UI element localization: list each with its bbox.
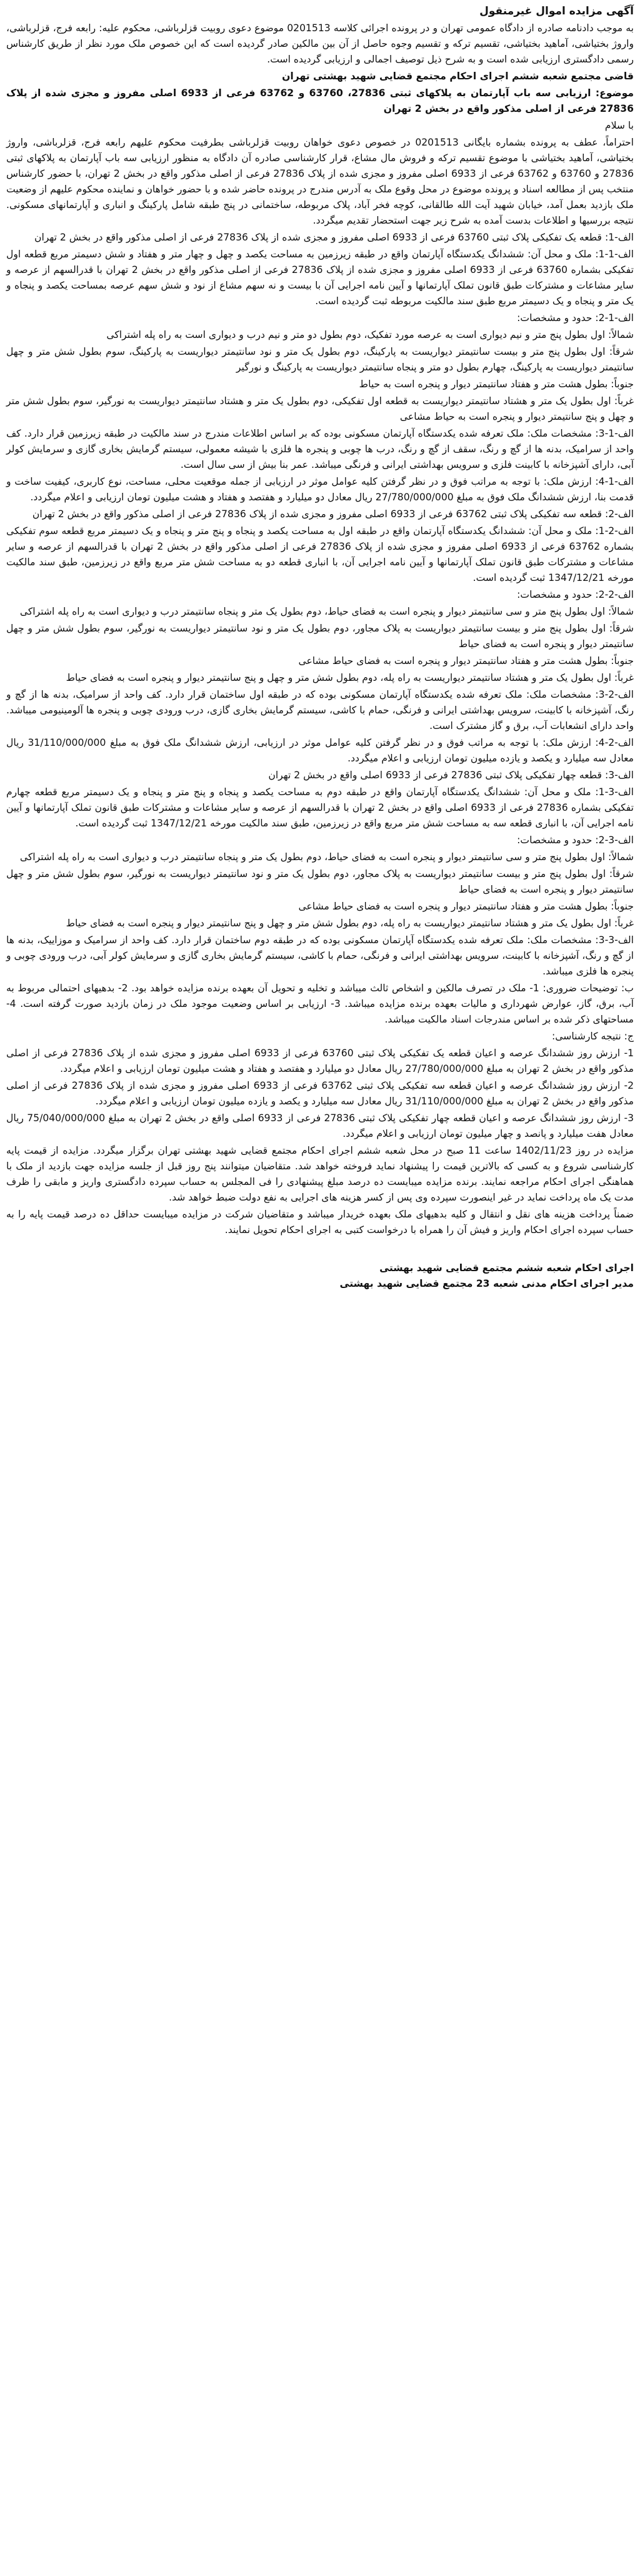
notice-body [6,135,634,1238]
body-paragraph: غرباً: اول بطول یک متر و هشتاد سانتیمتر دیواریست به راه پله، دوم بطول شش متر و چهل و پنج سانتیمتر دیوار و پنجره است به فضای حیاط [66,672,634,683]
body-paragraph: الف-2-2: حدود و مشخصات: [517,589,634,600]
body-paragraph: 1- ارزش روز ششدانگ عرصه و اعیان قطعه یک تفکیکی پلاک ثبتی 63760 فرعی از 6933 اصلی مفروز و مجزی شده از پلاک 27836 فرعی از اصلی مذکور واقع در بخش 2 تهران به مبلغ 27/780/000/000 ریال معادل دو میلیارد و هفتصد و هفتاد و هشت میلیون تومان ارزیابی و اعلام میگردد. [6,1048,634,1074]
body-paragraph: مزایده در روز 1402/11/23 ساعت 11 صبح در محل شعبه ششم اجرای احکام مجتمع قضایی شهید بهشتی تهران برگزار میگردد. مزایده از قیمت پایه کارشناسی شروع و به کسی که بالاترین قیمت را پیشنهاد نماید فروخته خواهد شد. متقاضیان میتوانند پنج روز قبل از جلسه مزایده جهت بازدید از ملک با هماهنگی اجرای احکام مراجعه نمایند. برنده مزایده میبایست ده درصد مبلغ پیشنهادی را فی المجلس به حساب سپرده دادگستری واریز و مابقی را ظرف مدت یک ماه پرداخت نماید در غیر اینصورت سپرده وی پس از کسر هزینه های اجرایی به نفع دولت ضبط خواهد شد. [6,1145,634,1203]
body-paragraph: ج: نتیجه کارشناسی: [552,1031,634,1042]
body-paragraph: شرقاً: اول بطول پنج متر و بیست سانتیمتر دیواریست به پلاک مجاور، دوم بطول یک متر و نود سانتیمتر دیواریست به نورگیر، سوم بطول شش متر و چهل سانتیمتر دیوار و پنجره است به فضای حیاط [6,868,634,895]
body-paragraph: جنوباً: بطول هشت متر و هفتاد سانتیمتر دیوار و پنجره است به حیاط [359,379,634,390]
body-paragraph: الف-2: قطعه سه تفکیکی پلاک ثبتی 63762 فرعی از 6933 اصلی مفروز و مجزی شده از پلاک 27836 فرعی از اصلی مذکور واقع در بخش 2 تهران [32,508,634,520]
body-paragraph: الف-3-1: ملک و محل آن: ششدانگ یکدستگاه آپارتمان واقع در طبقه دوم به مساحت یکصد و پنجاه و پنج متر و پنجاه و یک دسیمتر مربع قطعه چهارم تفکیکی بشماره 27836 فرعی از 6933 اصلی واقع در بخش 2 تهران با قدرالسهم از عرصه و سایر مشاعات و مشترکات طبق قانون تملک آپارتمانها و آیین نامه اجرایی آن، با انباری قطعه سه به مساحت شش متر مربع واقع در زیرزمین، طبق سند مالکیت مورخه 1347/12/21 ثبت گردیده است. [6,786,634,829]
subject-line: موضوع: ارزیابی سه باب آپارتمان به پلاکهای ثبتی 27836، 63760 و 63762 فرعی از 6933 اصلی مفروز و مجزی شده از پلاک 27836 فرعی از اصلی مذکور واقع در بخش 2 تهران [6,87,634,114]
court-office: قاضی مجتمع شعبه ششم اجرای احکام مجتمع قضایی شهید بهشتی تهران [282,71,634,82]
greeting: با سلام [604,120,634,131]
body-paragraph: الف-3-2: حدود و مشخصات: [517,835,634,846]
body-paragraph: شمالاً: اول بطول پنج متر و سی سانتیمتر دیوار و پنجره است به فضای حیاط، دوم بطول یک متر و پنجاه سانتیمتر درب و دیواری است به راه پله اشتراکی [19,851,634,863]
body-paragraph: الف-1-2: حدود و مشخصات: [517,312,634,324]
body-paragraph: الف-3-3: مشخصات ملک: ملک تعرفه شده یکدستگاه آپارتمان مسکونی بوده که در طبقه دوم ساختمان قرار دارد. کف واحد از سرامیک و موزاییک، بدنه ها از گچ و رنگ، آشپزخانه با کابینت، سرویس بهداشتی ایرانی و فرنگی، حمام با کاشی، سیستم گرمایش بخاری گازی و سرمایش کولر آبی، درب ورودی چوبی و پنجره ها فلزی میباشد. [6,934,634,977]
body-paragraph: الف-2-1: ملک و محل آن: ششدانگ یکدستگاه آپارتمان واقع در طبقه اول به مساحت یکصد و پنجاه و پنج متر و پنجاه و یک دسیمتر مربع قطعه سوم تفکیکی بشماره 63762 فرعی از 6933 اصلی مفروز و مجزی شده از پلاک 27836 فرعی از اصلی مذکور واقع در بخش 2 تهران با قدرالسهم از عرصه و سایر مشاعات و مشترکات طبق قانون تملک آپارتمانها و آیین نامه اجرایی آن، با انباری قطعه دو به مساحت شش متر مربع واقع در زیرزمین، طبق سند مالکیت مورخه 1347/12/21 ثبت گردیده است. [6,525,634,583]
body-paragraph: غرباً: اول بطول یک متر و هشتاد سانتیمتر دیواریست به قطعه اول تفکیکی، دوم بطول یک متر و هشتاد سانتیمتر دیواریست به نورگیر، سوم بطول شش متر و چهل و پنج سانتیمتر دیوار و پنجره است به حیاط مشاعی [6,395,634,422]
body-paragraph: جنوباً: بطول هشت متر و هفتاد سانتیمتر دیوار و پنجره است به فضای حیاط مشاعی [298,655,634,666]
body-paragraph: جنوباً: بطول هشت متر و هفتاد سانتیمتر دیوار و پنجره است به فضای حیاط مشاعی [298,901,634,912]
body-paragraph: الف-2-3: مشخصات ملک: ملک تعرفه شده یکدستگاه آپارتمان مسکونی بوده که در طبقه اول ساختمان قرار دارد. کف واحد از سرامیک، بدنه ها از گچ و رنگ، آشپزخانه با کابینت، سرویس بهداشتی ایرانی و فرنگی، حمام با کاشی، سیستم گرمایش بخاری گازی، درب ورودی چوبی و پنجره ها آلومینیومی میباشد. واحد دارای انشعابات آب، برق و گاز مشترک است. [6,689,634,731]
signature-line-2: مدیر اجرای احکام مدنی شعبه 23 مجتمع قضایی شهید بهشتی [339,1278,634,1289]
body-paragraph: الف-3: قطعه چهار تفکیکی پلاک ثبتی 27836 فرعی از 6933 اصلی واقع در بخش 2 تهران [268,770,634,781]
body-paragraph: ب: توضیحات ضروری: 1- ملک در تصرف مالکین و اشخاص ثالث میباشد و تخلیه و تحویل آن بعهده برنده مزایده خواهد بود. 2- بدهیهای احتمالی مربوط به آب، برق، گاز، عوارض شهرداری و مالیات بعهده برنده مزایده میباشد. 3- ارزیابی بر اساس وضعیت موجود ملک در زمان بازدید صورت گرفته است. 4- مساحتهای ذکر شده بر اساس مندرجات اسناد مالکیت میباشد. [6,983,634,1025]
body-paragraph: شمالاً: اول بطول پنج متر و نیم دیواری است به عرصه مورد تفکیک، دوم بطول دو متر و نیم درب و دیواری است به راه پله اشتراکی [106,329,634,340]
body-paragraph: ضمناً پرداخت هزینه های نقل و انتقال و کلیه بدهیهای ملک بعهده خریدار میباشد و متقاضیان شرکت در مزایده میبایست حداقل ده درصد قیمت پایه را به حساب سپرده اجرای احکام واریز و فیش آن را همراه با درخواست کتبی به اجرای احکام تحویل نمایند. [6,1209,634,1236]
body-paragraph: الف-1-4: ارزش ملک: با توجه به مراتب فوق و در نظر گرفتن کلیه عوامل موثر در ارزیابی از جمله موقعیت محلی، مساحت، نوع کاربری، کیفیت ساخت و قدمت بنا، ارزش ششدانگ ملک فوق به مبلغ 27/780/000/000 ریال معادل دو میلیارد و هفتصد و هفتاد و هشت میلیون تومان ارزیابی و اعلام میگردد. [6,476,634,503]
body-paragraph: 3- ارزش روز ششدانگ عرصه و اعیان قطعه چهار تفکیکی پلاک ثبتی 27836 فرعی از 6933 اصلی واقع در بخش 2 تهران به مبلغ 75/040/000/000 ریال معادل هفت میلیارد و پانصد و چهار میلیون تومان ارزیابی و اعلام میگردد. [6,1112,634,1139]
body-paragraph: 2- ارزش روز ششدانگ عرصه و اعیان قطعه سه تفکیکی پلاک ثبتی 63762 فرعی از 6933 اصلی مفروز و مجزی شده از پلاک 27836 فرعی از اصلی مذکور واقع در بخش 2 تهران به مبلغ 31/110/000/000 ریال معادل سه میلیارد و یکصد و یازده میلیون تومان ارزیابی و اعلام میگردد. [6,1080,634,1107]
body-paragraph: الف-1-3: مشخصات ملک: ملک تعرفه شده یکدستگاه آپارتمان مسکونی بوده که بر اساس اطلاعات مندرج در سند مالکیت در طبقه زیرزمین قرار دارد. کف واحد از سرامیک، بدنه ها از گچ و رنگ، سقف از گچ و رنگ، درب ها چوبی و پنجره ها فلزی با شیشه معمولی، سیستم گرمایش بخاری گازی و سرمایش کولر آبی، دارای آشپزخانه با کابینت فلزی و سرویس بهداشتی ایرانی و فرنگی میباشد. عمر بنا بیش از سی سال است. [6,428,634,470]
body-paragraph: احتراماً، عطف به پرونده بشماره بایگانی 0201513 در خصوص دعوی خواهان روبیت قزلرباشی بطرفیت محکوم علیهم رابعه فرج، قزلرباشی، واروژ بختیاشی، آماهید بختیاشی با موضوع تقسیم ترکه و فروش مال مشاع، قرار کارشناسی صادره آن دادگاه به منظور ارزیابی سه باب آپارتمان به پلاکهای ثبتی 27836 و 63760 و 63762 فرعی از 6933 اصلی مفروز و مجزی شده از پلاک 27836 فرعی از اصلی مذکور واقع در بخش 2 تهران، با حضور کارشناس منتخب پس از مطالعه اسناد و پرونده موضوع در محل وقوع ملک به آدرس مندرج در پرونده حاضر شده و با حضور خواهان و نماینده محکوم علیهم از وضعیت ملک بازدید بعمل آمد، خیابان شهید آیت الله طالقانی، کوچه فخر آباد، پلاک مربوطه، ساختمانی در پنج طبقه شامل پارکینگ و انباری و آپارتمانهای مسکونی. نتیجه بررسیها و اطلاعات بدست آمده به شرح زیر جهت استحضار تقدیم میگردد. [6,137,634,226]
body-paragraph: غرباً: اول بطول یک متر و هشتاد سانتیمتر دیواریست به راه پله، دوم بطول شش متر و چهل و پنج سانتیمتر دیوار و پنجره است به فضای حیاط [66,918,634,929]
body-paragraph: شمالاً: اول بطول پنج متر و سی سانتیمتر دیوار و پنجره است به فضای حیاط، دوم بطول یک متر و پنجاه سانتیمتر درب و دیواری است به راه پله اشتراکی [19,606,634,617]
signature-line-1: اجرای احکام شعبه ششم مجتمع قضایی شهید بهشتی [379,1262,634,1274]
body-paragraph: شرقاً: اول بطول پنج متر و بیست سانتیمتر دیواریست به پلاک مجاور، دوم بطول یک متر و نود سانتیمتر دیواریست به نورگیر، سوم بطول شش متر و چهل سانتیمتر دیوار و پنجره است به فضای حیاط [6,623,634,650]
intro-paragraph: به موجب دادنامه صادره از دادگاه عمومی تهران و در پرونده اجرائی کلاسه 0201513 موضوع دعوی روبیت قزلرباشی، محکوم علیه: رابعه فرج، قزلرباشی، واروژ بختیاشی، آماهید بختیاشی، تقسیم ترکه و تقسیم وجوه حاصل از آن بین مالکین صادر گردیده است که این خصوص ملک مورد نظر از طریق کارشناس رسمی دادگستری ارزیابی شده است و به شرح ذیل توصیف اجمالی و ارزیابی گردیده است. [6,22,634,65]
body-paragraph: الف-2-4: ارزش ملک: با توجه به مراتب فوق و در نظر گرفتن کلیه عوامل موثر در ارزیابی، ارزش ششدانگ ملک فوق به مبلغ 31/110/000/000 ریال معادل سه میلیارد و یکصد و یازده میلیون تومان ارزیابی و اعلام میگردد. [6,737,634,764]
body-paragraph: الف-1-1: ملک و محل آن: ششدانگ یکدستگاه آپارتمان واقع در طبقه زیرزمین به مساحت یکصد و چهل و چهار متر و هفتاد و شش دسیمتر مربع قطعه اول تفکیکی بشماره 63760 فرعی از 6933 اصلی مفروز و مجزی شده از پلاک 27836 فرعی از اصلی مذکور واقع در بخش 2 تهران با قدرالسهم از عرصه و سایر مشاعات و مشترکات طبق قانون تملک آپارتمانها و آیین نامه اجرایی آن با بیست و نه سهم مشاع از نود و شش سهم عرصه بمساحت یکصد و پنجاه و یک متر و پنجاه و یک دسیمتر مربع طبق سند مالکیت مربوطه ثبت گردیده است. [6,249,634,307]
notice-title: آگهی مزایده اموال غیرمنقول [479,5,634,17]
body-paragraph: الف-1: قطعه یک تفکیکی پلاک ثبتی 63760 فرعی از 6933 اصلی مفروز و مجزی شده از پلاک 27836 فرعی از اصلی مذکور واقع در بخش 2 تهران [34,232,634,243]
body-paragraph: شرقاً: اول بطول پنج متر و بیست سانتیمتر دیواریست به پارکینگ، دوم بطول یک متر و نود سانتیمتر دیواریست به پارکینگ، سوم بطول شش متر و چهل سانتیمتر دیواریست به پارکینگ، چهارم بطول دو متر و پنجاه سانتیمتر دیواریست به پارکینگ و نورگیر [6,346,634,373]
